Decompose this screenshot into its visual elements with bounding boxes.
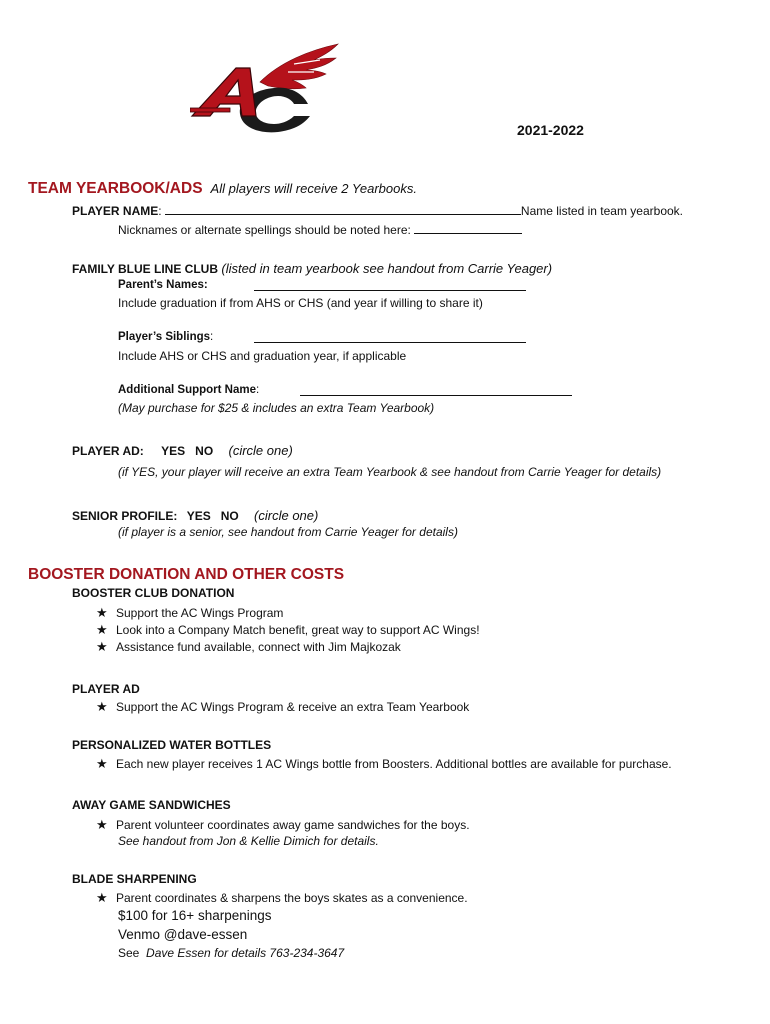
list-item	[96, 890, 468, 906]
senior-row	[72, 508, 318, 523]
senior-options[interactable]: YES NO	[186, 509, 239, 523]
player-ad-row	[72, 443, 293, 458]
section-title: BOOSTER CLUB DONATION	[72, 586, 235, 600]
star-icon: ★	[96, 699, 108, 714]
player-name-field[interactable]	[165, 203, 521, 215]
siblings-row: Player’s Siblings:	[118, 331, 214, 343]
see-prefix: See	[118, 946, 140, 960]
see-text: Dave Essen for details 763-234-3647	[146, 946, 345, 960]
siblings-field[interactable]	[254, 331, 526, 343]
star-icon: ★	[96, 639, 108, 654]
additional-row: Additional Support Name:	[118, 384, 260, 396]
siblings-label: Player’s Siblings	[118, 331, 211, 343]
bullet-text: Assistance fund available, connect with Jim Majkozak	[116, 640, 401, 654]
star-icon: ★	[96, 605, 108, 620]
family-club-label: FAMILY BLUE LINE CLUB	[72, 262, 219, 276]
player-ad-note: (if YES, your player will receive an extra Team Yearbook & see handout from Carrie Yeager for details)	[118, 465, 662, 479]
school-year: 2021-2022	[517, 122, 584, 138]
player-ad-options[interactable]: YES NO	[161, 444, 214, 458]
siblings-note: Include AHS or CHS and graduation year, if applicable	[118, 349, 407, 363]
sandwich-extra: See handout from Jon & Kellie Dimich for details.	[118, 834, 379, 848]
section-title: AWAY GAME SANDWICHES	[72, 798, 231, 812]
nickname-row	[118, 222, 522, 237]
list-item	[96, 605, 283, 621]
bullet-text: Each new player receives 1 AC Wings bottle from Boosters. Additional bottles are available for purchase.	[116, 757, 672, 771]
player-name-label: PLAYER NAME	[72, 204, 159, 218]
parents-label: Parent’s Names:	[118, 279, 208, 291]
section-title: BLADE SHARPENING	[72, 872, 197, 886]
sharpening-venmo: Venmo @dave-essen	[118, 927, 248, 942]
senior-label: SENIOR PROFILE:	[72, 509, 178, 523]
player-ad-circle: (circle one)	[228, 443, 293, 458]
additional-field[interactable]	[300, 384, 572, 396]
star-icon: ★	[96, 756, 108, 771]
player-name-suffix: Name listed in team yearbook.	[520, 204, 683, 218]
senior-circle: (circle one)	[254, 508, 319, 523]
yearbook-heading-text: TEAM YEARBOOK/ADS	[28, 180, 203, 197]
sharpening-price: $100 for 16+ sharpenings	[118, 908, 272, 923]
bullet-text: Support the AC Wings Program & receive an extra Team Yearbook	[116, 700, 470, 714]
parents-note: Include graduation if from AHS or CHS (and year if willing to share it)	[118, 296, 483, 310]
additional-label: Additional Support Name	[118, 384, 256, 396]
family-club-note: (listed in team yearbook see handout from Carrie Yeager)	[221, 261, 553, 276]
family-club-row	[72, 261, 552, 276]
ac-wings-logo	[190, 42, 340, 134]
player-ad-label: PLAYER AD:	[72, 444, 144, 458]
star-icon: ★	[96, 890, 108, 905]
list-item	[96, 817, 470, 833]
sharpening-contact	[118, 946, 344, 960]
additional-note: (May purchase for $25 & includes an extra Team Yearbook)	[118, 401, 435, 415]
yearbook-heading	[28, 180, 417, 198]
bullet-text: Parent coordinates & sharpens the boys skates as a convenience.	[116, 891, 468, 905]
wing-icon	[260, 44, 338, 89]
list-item	[96, 622, 480, 638]
yearbook-heading-note: All players will receive 2 Yearbooks.	[210, 181, 417, 196]
star-icon: ★	[96, 622, 108, 637]
section-title: PERSONALIZED WATER BOTTLES	[72, 738, 272, 752]
nickname-field[interactable]	[414, 222, 522, 234]
player-name-row: PLAYER NAME: Name listed in team yearbook.	[72, 204, 683, 218]
senior-note: (if player is a senior, see handout from Carrie Yeager for details)	[118, 525, 458, 539]
list-item	[96, 639, 401, 655]
bullet-text: Look into a Company Match benefit, great way to support AC Wings!	[116, 623, 480, 637]
list-item	[96, 699, 469, 715]
parents-field[interactable]	[254, 279, 526, 291]
star-icon: ★	[96, 817, 108, 832]
list-item	[96, 756, 672, 772]
section-title: PLAYER AD	[72, 682, 140, 696]
bullet-text: Parent volunteer coordinates away game sandwiches for the boys.	[116, 818, 470, 832]
booster-heading: BOOSTER DONATION AND OTHER COSTS	[28, 566, 345, 583]
bullet-text: Support the AC Wings Program	[116, 606, 284, 620]
nickname-note: Nicknames or alternate spellings should be noted here:	[118, 223, 411, 237]
